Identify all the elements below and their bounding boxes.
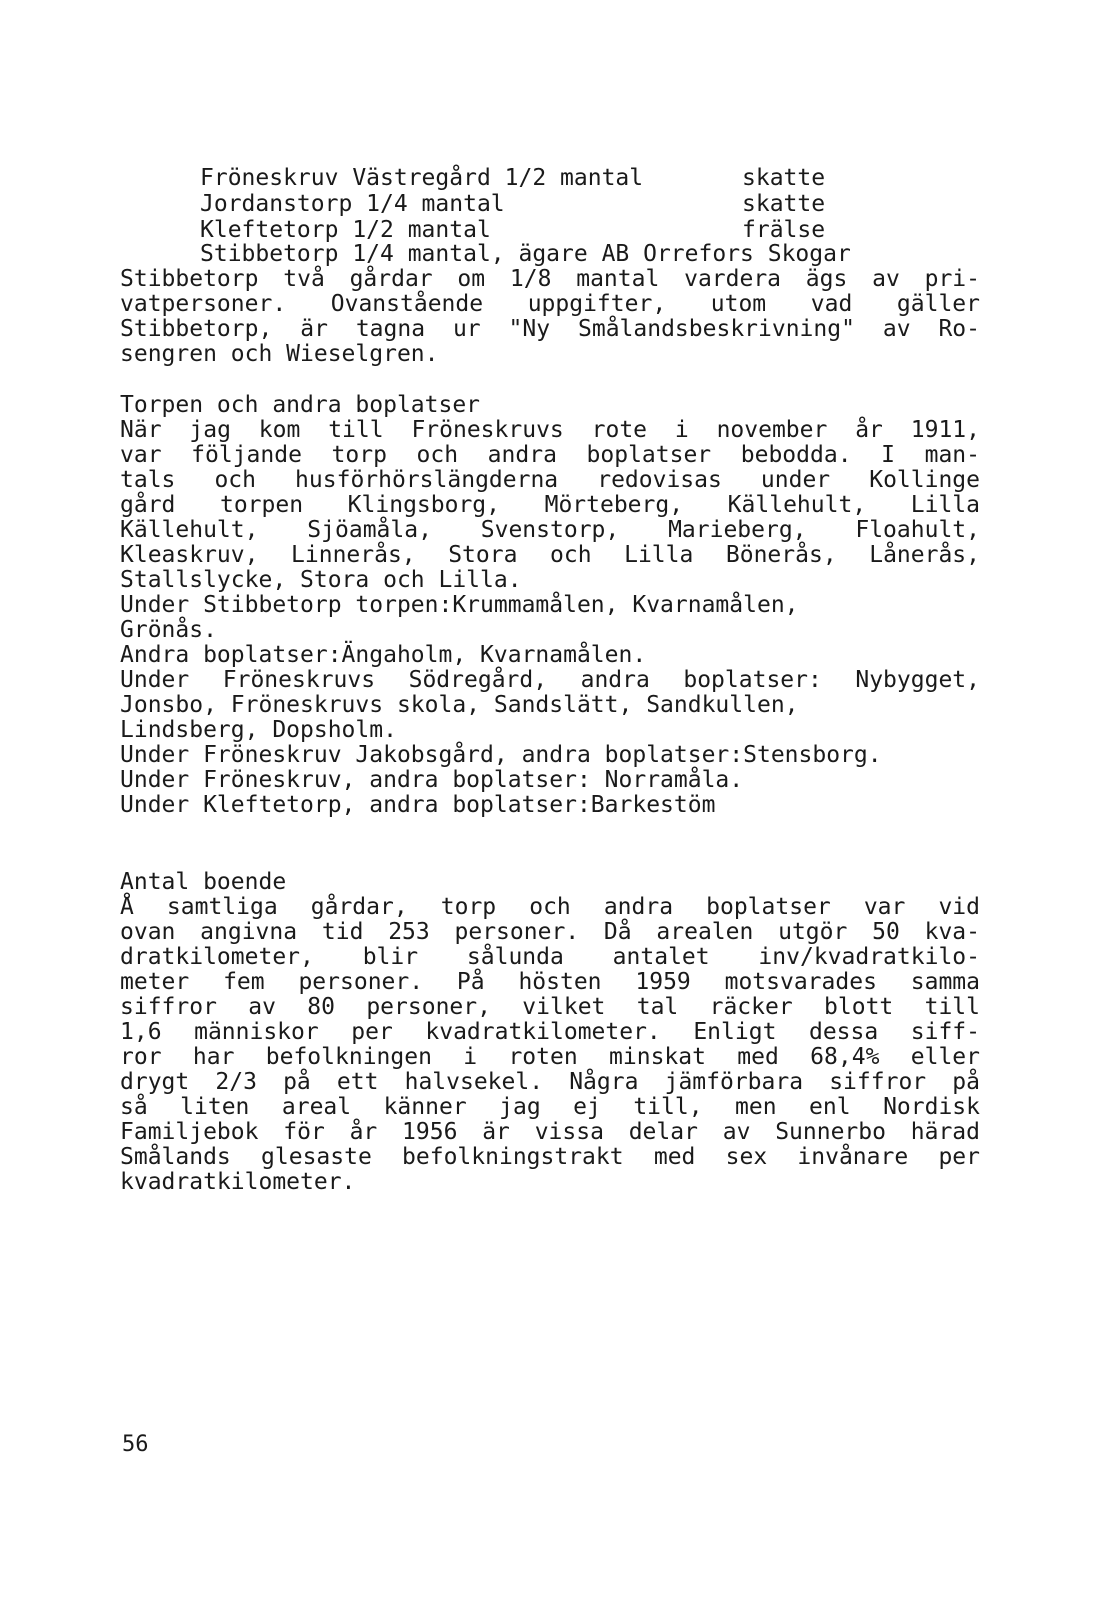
body-line: Jonsbo, Fröneskruvs skola, Sandslätt, Sandkullen,: [120, 692, 799, 718]
body-line: Under Fröneskruv, andra boplatser: Norramåla.: [120, 767, 744, 793]
farm-status: frälse: [742, 217, 826, 243]
body-line: Smålands glesaste befolkningstrakt med sex invånare per: [120, 1144, 980, 1170]
intro-line: Stibbetorp två gårdar om 1/8 mantal vardera ägs av pri-: [120, 266, 980, 292]
body-line: Familjebok för år 1956 är vissa delar av Sunnerbo härad: [120, 1119, 980, 1145]
body-line: 1,6 människor per kvadratkilometer. Enligt dessa siff-: [120, 1019, 980, 1045]
farm-entry: Fröneskruv Västregård 1/2 mantal: [200, 165, 644, 191]
body-line: drygt 2/3 på ett halvsekel. Några jämförbara siffror på: [120, 1069, 980, 1095]
body-line: Källehult, Sjöamåla, Svenstorp, Marieberg, Floahult,: [120, 517, 980, 543]
section-heading: Antal boende: [120, 869, 287, 895]
farm-status: skatte: [742, 191, 826, 217]
body-line: ror har befolkningen i roten minskat med 68,4% eller: [120, 1044, 980, 1070]
intro-line: Stibbetorp, är tagna ur "Ny Smålandsbeskrivning" av Ro-: [120, 316, 980, 342]
intro-line: Stibbetorp 1/4 mantal, ägare AB Orrefors Skogar: [200, 241, 851, 267]
body-line: siffror av 80 personer, vilket tal räcker blott till: [120, 994, 980, 1020]
farm-entry: Jordanstorp 1/4 mantal: [200, 191, 505, 217]
body-line: Stallslycke, Stora och Lilla.: [120, 567, 522, 593]
body-line: kvadratkilometer.: [120, 1169, 356, 1195]
body-line: så liten areal känner jag ej till, men enl Nordisk: [120, 1094, 980, 1120]
body-line: tals och husförhörslängderna redovisas under Kollinge: [120, 467, 980, 493]
body-line: Under Fröneskruvs Södregård, andra boplatser: Nybygget,: [120, 667, 980, 693]
page-number: 56: [122, 1432, 149, 1457]
farm-entry: Kleftetorp 1/2 mantal: [200, 217, 491, 243]
intro-line: sengren och Wieselgren.: [120, 341, 439, 367]
body-line: meter fem personer. På hösten 1959 motsvarades samma: [120, 969, 980, 995]
body-line: När jag kom till Fröneskruvs rote i november år 1911,: [120, 417, 980, 443]
body-line: gård torpen Klingsborg, Mörteberg, Källehult, Lilla: [120, 492, 980, 518]
body-line: Under Kleftetorp, andra boplatser:Barkestöm: [120, 792, 716, 818]
body-line: Lindsberg, Dopsholm.: [120, 717, 397, 743]
section-heading: Torpen och andra boplatser: [120, 392, 481, 418]
body-line: var följande torp och andra boplatser bebodda. I man-: [120, 442, 980, 468]
body-line: dratkilometer, blir sålunda antalet inv/kvadratkilo-: [120, 944, 980, 970]
body-line: Kleaskruv, Linnerås, Stora och Lilla Bönerås, Lånerås,: [120, 542, 980, 568]
intro-line: vatpersoner. Ovanstående uppgifter, utom vad gäller: [120, 291, 980, 317]
body-line: Under Fröneskruv Jakobsgård, andra boplatser:Stensborg.: [120, 742, 882, 768]
body-line: ovan angivna tid 253 personer. Då arealen utgör 50 kva-: [120, 919, 980, 945]
body-line: Grönås.: [120, 617, 217, 643]
farm-status: skatte: [742, 165, 826, 191]
body-line: Andra boplatser:Ängaholm, Kvarnamålen.: [120, 642, 647, 668]
body-line: Å samtliga gårdar, torp och andra boplatser var vid: [120, 894, 980, 920]
body-line: Under Stibbetorp torpen:Krummamålen, Kvarnamålen,: [120, 592, 799, 618]
